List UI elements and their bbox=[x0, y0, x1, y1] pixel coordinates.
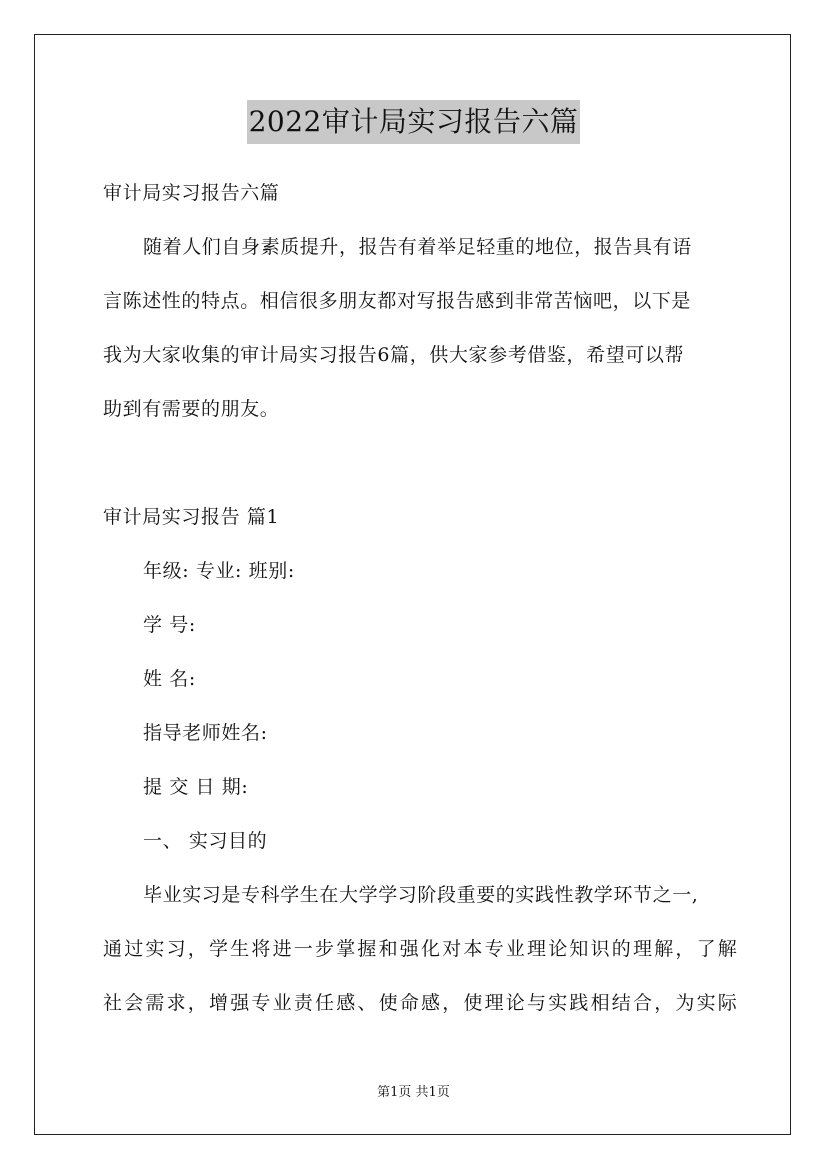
intro-line-1: 随着人们自身素质提升，报告有着举足轻重的地位，报告具有语 bbox=[143, 236, 692, 258]
field-submit-date: 提 交 日 期: bbox=[143, 776, 249, 798]
purpose-line-2: 通过实习，学生将进一步掌握和强化对本专业理论知识的理解，了解 bbox=[103, 938, 740, 960]
document-subtitle: 审计局实习报告六篇 bbox=[103, 182, 280, 204]
document-title: 2022审计局实习报告六篇 bbox=[247, 100, 581, 144]
field-student-number: 学 号: bbox=[143, 614, 196, 636]
page-footer: 第1页 共1页 bbox=[377, 1085, 450, 1100]
title-container bbox=[0, 100, 827, 144]
field-name: 姓 名: bbox=[143, 668, 196, 690]
field-grade-major-class: 年级: 专业: 班别: bbox=[143, 560, 295, 582]
purpose-heading: 一、 实习目的 bbox=[143, 830, 268, 852]
purpose-line-1: 毕业实习是专科学生在大学学习阶段重要的实践性教学环节之一, bbox=[143, 884, 699, 906]
intro-line-4: 助到有需要的朋友。 bbox=[103, 398, 280, 420]
field-advisor-name: 指导老师姓名: bbox=[143, 722, 268, 744]
purpose-line-3: 社会需求，增强专业责任感、使命感，使理论与实践相结合，为实际 bbox=[103, 992, 740, 1014]
intro-line-2: 言陈述性的特点。相信很多朋友都对写报告感到非常苦恼吧，以下是 bbox=[103, 290, 692, 312]
intro-line-3: 我为大家收集的审计局实习报告6篇，供大家参考借鉴，希望可以帮 bbox=[103, 344, 685, 366]
section-heading: 审计局实习报告 篇1 bbox=[103, 506, 280, 528]
